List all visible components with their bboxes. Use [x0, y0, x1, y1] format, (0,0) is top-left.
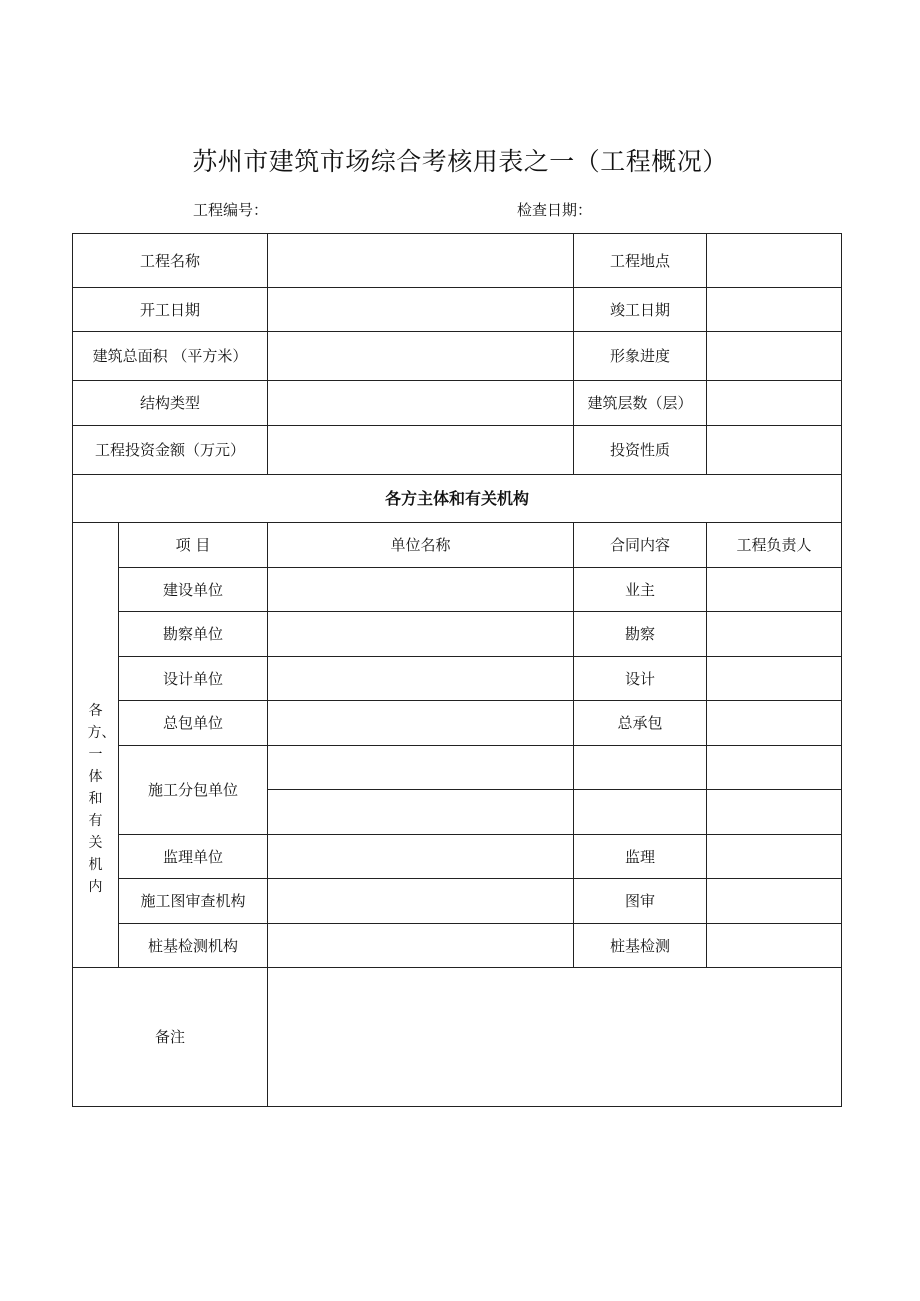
unit-name-field[interactable] — [268, 835, 574, 879]
completion-date-label: 竣工日期 — [574, 288, 707, 332]
manager-field[interactable] — [707, 790, 842, 835]
project-overview-form — [72, 233, 842, 1107]
progress-field[interactable] — [707, 332, 842, 381]
manager-field[interactable] — [707, 701, 842, 746]
manager-field[interactable] — [707, 924, 842, 968]
manager-field[interactable] — [707, 657, 842, 701]
progress-label: 形象进度 — [574, 332, 707, 381]
investment-amount-field[interactable] — [268, 426, 574, 475]
row-contract-owner: 业主 — [574, 568, 707, 612]
row-item-supervision: 监理单位 — [119, 835, 268, 879]
row-item-general-contractor: 总包单位 — [119, 701, 268, 746]
investment-nature-field[interactable] — [707, 426, 842, 475]
project-location-label: 工程地点 — [574, 234, 707, 288]
unit-name-field[interactable] — [268, 657, 574, 701]
parties-section-title: 各方主体和有关机构 — [73, 475, 842, 523]
unit-name-field[interactable] — [268, 746, 574, 790]
manager-field[interactable] — [707, 746, 842, 790]
unit-name-field[interactable] — [268, 879, 574, 924]
unit-name-field[interactable] — [268, 924, 574, 968]
start-date-label: 开工日期 — [73, 288, 268, 332]
row-item-owner: 建设单位 — [119, 568, 268, 612]
completion-date-field[interactable] — [707, 288, 842, 332]
header-unit-name: 单位名称 — [268, 523, 574, 568]
manager-field[interactable] — [707, 568, 842, 612]
row-contract-supervision: 监理 — [574, 835, 707, 879]
remarks-field[interactable] — [268, 968, 842, 1107]
project-code-label: 工程编号： — [193, 201, 269, 219]
row-item-survey: 勘察单位 — [119, 612, 268, 657]
project-location-field[interactable] — [707, 234, 842, 288]
unit-name-field[interactable] — [268, 612, 574, 657]
header-item: 项 目 — [119, 523, 268, 568]
structure-type-label: 结构类型 — [73, 381, 268, 426]
row-item-subcontractor: 施工分包单位 — [119, 746, 268, 835]
row-contract-design: 设计 — [574, 657, 707, 701]
floors-label: 建筑层数（层） — [574, 381, 707, 426]
project-name-field[interactable] — [268, 234, 574, 288]
row-item-pile-testing: 桩基检测机构 — [119, 924, 268, 968]
unit-name-field[interactable] — [268, 568, 574, 612]
structure-type-field[interactable] — [268, 381, 574, 426]
row-item-design: 设计单位 — [119, 657, 268, 701]
row-item-drawing-review: 施工图审查机构 — [119, 879, 268, 924]
total-area-label: 建筑总面积 （平方米） — [73, 332, 268, 381]
manager-field[interactable] — [707, 835, 842, 879]
manager-field[interactable] — [707, 612, 842, 657]
row-contract-general-contractor: 总承包 — [574, 701, 707, 746]
header-manager: 工程负责人 — [707, 523, 842, 568]
unit-name-field[interactable] — [268, 790, 574, 835]
manager-field[interactable] — [707, 879, 842, 924]
investment-nature-label: 投资性质 — [574, 426, 707, 475]
check-date-label: 检查日期： — [517, 201, 593, 219]
investment-amount-label: 工程投资金额（万元） — [73, 426, 268, 475]
row-contract-pile-testing: 桩基检测 — [574, 924, 707, 968]
floors-field[interactable] — [707, 381, 842, 426]
parties-vertical-label — [73, 523, 119, 968]
start-date-field[interactable] — [268, 288, 574, 332]
contract-field[interactable] — [574, 746, 707, 790]
total-area-field[interactable] — [268, 332, 574, 381]
remarks-label: 备注 — [73, 968, 268, 1107]
contract-field[interactable] — [574, 790, 707, 835]
unit-name-field[interactable] — [268, 701, 574, 746]
project-name-label: 工程名称 — [73, 234, 268, 288]
row-contract-drawing-review: 图审 — [574, 879, 707, 924]
header-contract: 合同内容 — [574, 523, 707, 568]
parties-vertical-text: 各方、一体和有关机内 — [87, 703, 116, 895]
page-title: 苏州市建筑市场综合考核用表之一（工程概况） — [192, 147, 728, 176]
row-contract-survey: 勘察 — [574, 612, 707, 657]
